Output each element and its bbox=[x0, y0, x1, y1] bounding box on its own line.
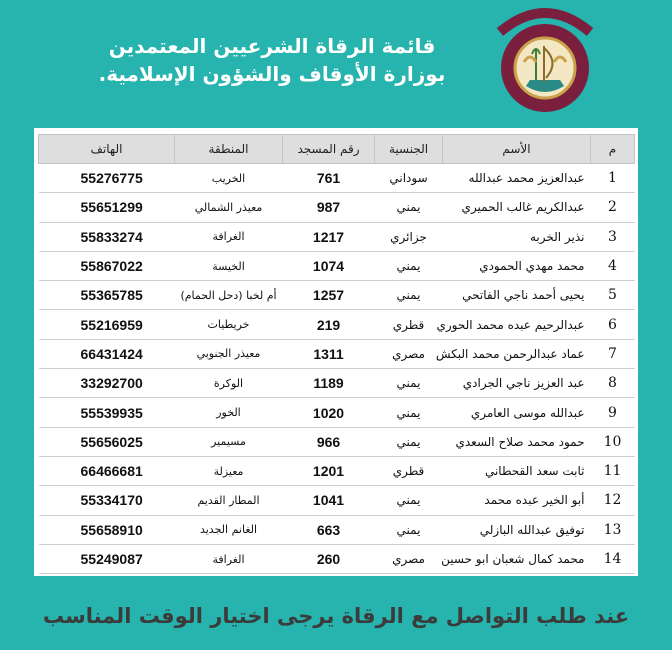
table-row bbox=[39, 339, 635, 368]
table-row bbox=[39, 222, 635, 251]
row-number-cell: 8 bbox=[591, 369, 635, 398]
phone-number-cell: 55249087 bbox=[39, 544, 175, 573]
area-cell: معيزلة bbox=[175, 456, 283, 485]
reciter-name-cell: يحيى أحمد ناجي الفاتحي bbox=[443, 281, 591, 310]
row-number-cell: 13 bbox=[591, 515, 635, 544]
mosque-number-cell: 987 bbox=[283, 193, 375, 222]
area-cell: الوكرة bbox=[175, 369, 283, 398]
phone-number-cell: 55334170 bbox=[39, 486, 175, 515]
row-number-cell: 1 bbox=[591, 164, 635, 193]
mosque-number-cell: 761 bbox=[283, 164, 375, 193]
phone-number-cell: 55658910 bbox=[39, 515, 175, 544]
reciter-name-cell: ثابت سعد القحطاني bbox=[443, 456, 591, 485]
column-header-nationality: الجنسية bbox=[375, 135, 443, 164]
mosque-number-cell: 966 bbox=[283, 427, 375, 456]
nationality-cell: يمني bbox=[375, 251, 443, 280]
reciter-name-cell: حمود محمد صلاح السعدي bbox=[443, 427, 591, 456]
table-row bbox=[39, 164, 635, 193]
row-number-cell: 7 bbox=[591, 339, 635, 368]
row-number-cell: 4 bbox=[591, 251, 635, 280]
area-cell: الغانم الجديد bbox=[175, 515, 283, 544]
column-header-phone: الهاتف bbox=[39, 135, 175, 164]
phone-number-cell: 55216959 bbox=[39, 310, 175, 339]
table-row bbox=[39, 398, 635, 427]
nationality-cell: يمني bbox=[375, 193, 443, 222]
table-row bbox=[39, 193, 635, 222]
nationality-cell: يمني bbox=[375, 398, 443, 427]
nationality-cell: مصري bbox=[375, 339, 443, 368]
table-row bbox=[39, 544, 635, 573]
table-row bbox=[39, 456, 635, 485]
reciters-table bbox=[38, 134, 635, 574]
mosque-number-cell: 663 bbox=[283, 515, 375, 544]
row-number-cell: 9 bbox=[591, 398, 635, 427]
nationality-cell: سوداني bbox=[375, 164, 443, 193]
reciter-name-cell: توفيق عبدالله البازلي bbox=[443, 515, 591, 544]
table-row bbox=[39, 486, 635, 515]
reciter-name-cell: عبدالله موسى العامري bbox=[443, 398, 591, 427]
phone-number-cell: 55539935 bbox=[39, 398, 175, 427]
mosque-number-cell: 1189 bbox=[283, 369, 375, 398]
area-cell: معيذر الجنوبي bbox=[175, 339, 283, 368]
nationality-cell: يمني bbox=[375, 486, 443, 515]
area-cell: معيذر الشمالي bbox=[175, 193, 283, 222]
row-number-cell: 3 bbox=[591, 222, 635, 251]
mosque-number-cell: 260 bbox=[283, 544, 375, 573]
phone-number-cell: 66466681 bbox=[39, 456, 175, 485]
phone-number-cell: 55656025 bbox=[39, 427, 175, 456]
mosque-number-cell: 1201 bbox=[283, 456, 375, 485]
reciter-name-cell: عبد العزيز ناجي الجرادي bbox=[443, 369, 591, 398]
mosque-number-cell: 1074 bbox=[283, 251, 375, 280]
reciter-name-cell: محمد مهدي الحمودي bbox=[443, 251, 591, 280]
mosque-number-cell: 1257 bbox=[283, 281, 375, 310]
mosque-number-cell: 219 bbox=[283, 310, 375, 339]
table-row bbox=[39, 310, 635, 339]
reciter-name-cell: أبو الخير عبده محمد bbox=[443, 486, 591, 515]
reciters-table-panel bbox=[34, 128, 638, 576]
mosque-number-cell: 1217 bbox=[283, 222, 375, 251]
phone-number-cell: 55276775 bbox=[39, 164, 175, 193]
nationality-cell: يمني bbox=[375, 281, 443, 310]
phone-number-cell: 66431424 bbox=[39, 339, 175, 368]
nationality-cell: قطري bbox=[375, 456, 443, 485]
footer-note: عند طلب التواصل مع الرقاة يرجى اختيار الوقت المناسب bbox=[42, 604, 630, 628]
table-row bbox=[39, 427, 635, 456]
mosque-number-cell: 1020 bbox=[283, 398, 375, 427]
table-row bbox=[39, 515, 635, 544]
row-number-cell: 5 bbox=[591, 281, 635, 310]
row-number-cell: 11 bbox=[591, 456, 635, 485]
area-cell: مسيمير bbox=[175, 427, 283, 456]
column-header-mosque-number: رقم المسجد bbox=[283, 135, 375, 164]
table-header-row bbox=[39, 135, 635, 164]
nationality-cell: جزائري bbox=[375, 222, 443, 251]
reciter-name-cell: محمد كمال شعبان ابو حسين bbox=[443, 544, 591, 573]
header bbox=[0, 0, 672, 128]
area-cell: خريطيات bbox=[175, 310, 283, 339]
phone-number-cell: 55833274 bbox=[39, 222, 175, 251]
nationality-cell: يمني bbox=[375, 369, 443, 398]
reciter-name-cell: عبدالكريم غالب الحميري bbox=[443, 193, 591, 222]
phone-number-cell: 55651299 bbox=[39, 193, 175, 222]
column-header-area: المنطقة bbox=[175, 135, 283, 164]
column-header-number: م bbox=[591, 135, 635, 164]
table-row bbox=[39, 369, 635, 398]
row-number-cell: 2 bbox=[591, 193, 635, 222]
reciter-name-cell: عبدالعزيز محمد عبدالله bbox=[443, 164, 591, 193]
reciter-name-cell: نذير الخربه bbox=[443, 222, 591, 251]
nationality-cell: مصري bbox=[375, 544, 443, 573]
area-cell: الغرافة bbox=[175, 544, 283, 573]
row-number-cell: 14 bbox=[591, 544, 635, 573]
row-number-cell: 6 bbox=[591, 310, 635, 339]
table-row bbox=[39, 251, 635, 280]
row-number-cell: 12 bbox=[591, 486, 635, 515]
row-number-cell: 10 bbox=[591, 427, 635, 456]
page-title: قائمة الرقاة الشرعيين المعتمدين bbox=[108, 34, 436, 58]
nationality-cell: يمني bbox=[375, 515, 443, 544]
nationality-cell: قطري bbox=[375, 310, 443, 339]
table-row bbox=[39, 281, 635, 310]
area-cell: الخيسة bbox=[175, 251, 283, 280]
area-cell: المطار القديم bbox=[175, 486, 283, 515]
area-cell: الخريب bbox=[175, 164, 283, 193]
area-cell: الخور bbox=[175, 398, 283, 427]
column-header-name: الأسم bbox=[443, 135, 591, 164]
mosque-number-cell: 1041 bbox=[283, 486, 375, 515]
area-cell: الغرافة bbox=[175, 222, 283, 251]
phone-number-cell: 33292700 bbox=[39, 369, 175, 398]
phone-number-cell: 55365785 bbox=[39, 281, 175, 310]
area-cell: أم لخبا (دحل الحمام) bbox=[175, 281, 283, 310]
reciter-name-cell: عبدالرحيم عبده محمد الحوري bbox=[443, 310, 591, 339]
qatar-emblem-logo bbox=[480, 2, 610, 120]
reciter-name-cell: عماد عبدالرحمن محمد البكش bbox=[443, 339, 591, 368]
nationality-cell: يمني bbox=[375, 427, 443, 456]
phone-number-cell: 55867022 bbox=[39, 251, 175, 280]
mosque-number-cell: 1311 bbox=[283, 339, 375, 368]
page-subtitle: بوزارة الأوقاف والشؤون الإسلامية. bbox=[98, 62, 446, 86]
